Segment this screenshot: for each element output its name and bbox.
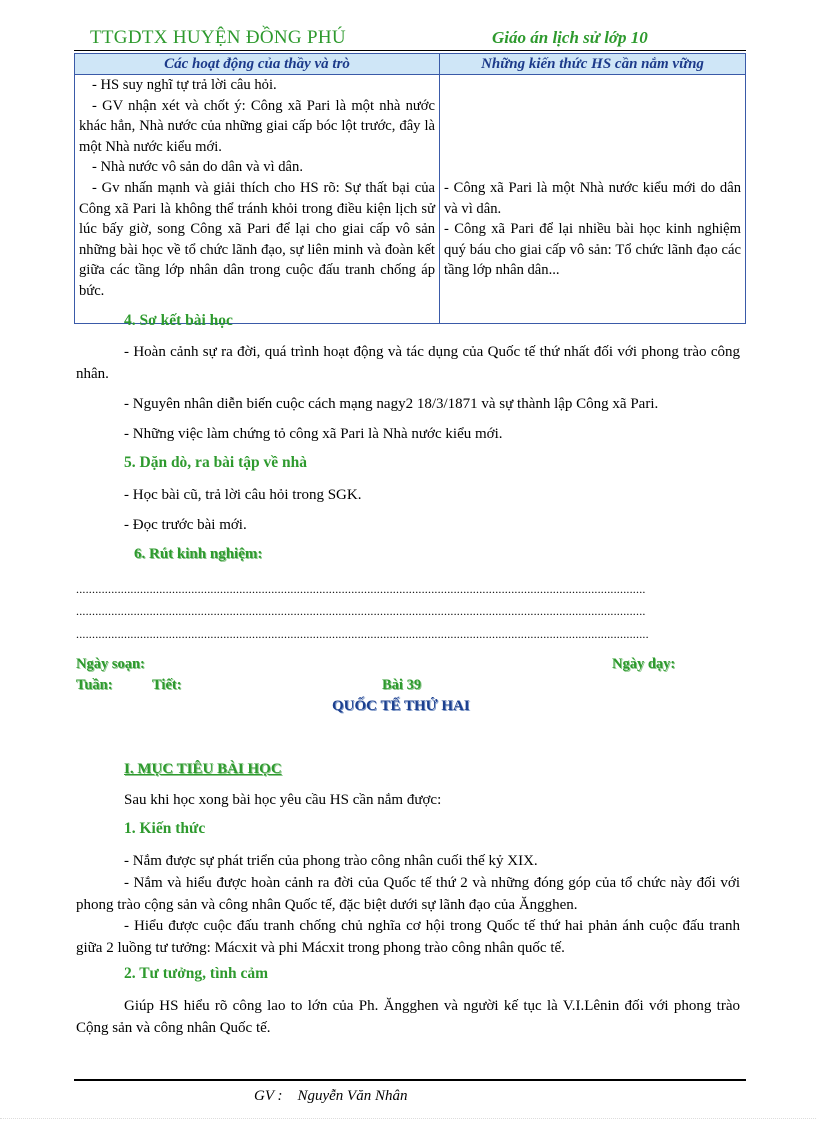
section5-title: 5. Dặn dò, ra bài tập về nhà bbox=[124, 454, 308, 471]
lesson-intro: Sau khi học xong bài học yêu cầu HS cần nắm được: bbox=[124, 792, 442, 808]
table-header-activities: Các hoạt động của thầy và trò bbox=[75, 54, 440, 75]
table-header-row bbox=[75, 54, 746, 75]
ngay-soan: Ngày soạn: bbox=[76, 656, 145, 672]
activity-table bbox=[74, 53, 746, 324]
footer bbox=[254, 1088, 407, 1105]
dot-line: .................................................................................................................................................................................. bbox=[76, 604, 646, 618]
table-header-knowledge: Những kiến thức HS cần nắm vững bbox=[440, 54, 746, 75]
kienthuc-title: 1. Kiến thức bbox=[124, 820, 206, 837]
footer-rule bbox=[74, 1079, 746, 1081]
footer-label: GV : bbox=[254, 1088, 283, 1104]
section1-title: I. MỤC TIÊU BÀI HỌC bbox=[124, 761, 282, 777]
tuan: Tuần: bbox=[76, 677, 113, 693]
tiet: Tiết: bbox=[152, 677, 182, 693]
lesson-title: QUỐC TẾ THỨ HAI bbox=[332, 698, 470, 714]
section4-item: - Hoàn cảnh sự ra đời, quá trình hoạt động và tác dụng của Quốc tế thứ nhất đối với phong trào công nhân. bbox=[76, 344, 740, 382]
kienthuc-item: - Nắm được sự phát triển của phong trào công nhân cuối thế kỷ XIX. bbox=[124, 853, 538, 869]
table-row bbox=[75, 75, 746, 324]
tutuong-title: 2. Tư tưởng, tình cảm bbox=[124, 965, 269, 982]
ngay-day: Ngày dạy: bbox=[612, 656, 676, 672]
section5-item: - Học bài cũ, trả lời câu hỏi trong SGK. bbox=[124, 487, 362, 503]
section4-item: - Nguyên nhân diễn biến cuộc cách mạng nagy2 18/3/1871 và sự thành lập Công xã Pari. bbox=[124, 396, 659, 412]
page-bottom-hairline bbox=[0, 1118, 816, 1119]
section4-item: - Những việc làm chứng tỏ công xã Pari là Nhà nước kiểu mới. bbox=[124, 426, 503, 442]
list-item: - Gv nhấn mạnh và giải thích cho HS rõ: Sự thất bại của Công xã Pari là không thể tránh khỏi trong điều kiện lịch sử lúc bấy giờ, song Công xã Pari để lại cho giai cấp vô sản những bài học về tổ chức lãnh đạo, sự liên minh và đoàn kết giữa các tầng lớp nhân dân trong cuộc đấu tranh chống áp bức. bbox=[79, 179, 435, 299]
table-cell-left bbox=[75, 75, 440, 324]
dot-line: ................................................................................................................................................................................... bbox=[76, 627, 649, 641]
dot-line: .................................................................................................................................................................................. bbox=[76, 582, 646, 596]
list-item: - Công xã Pari là một Nhà nước kiểu mới do dân và vì dân. bbox=[444, 180, 741, 217]
lesson-number: Bài 39 bbox=[382, 677, 422, 693]
kienthuc-item: - Nắm và hiểu được hoàn cảnh ra đời của Quốc tế thứ 2 và những đóng góp của tổ chức này đối với phong trào cộng sản và công nhân Quốc tế, đặc biệt dưới sự lãnh đạo của Ăngghen. bbox=[76, 875, 740, 913]
list-item: - GV nhận xét và chốt ý: Công xã Pari là một nhà nước khác hẳn, Nhà nước của những giai cấp bóc lột trước, đây là một Nhà nước kiểu mới. bbox=[79, 97, 435, 155]
footer-teacher-name: Nguyễn Văn Nhân bbox=[297, 1088, 408, 1104]
header-rule bbox=[74, 50, 746, 51]
list-item: - HS suy nghĩ tự trả lời câu hỏi. bbox=[92, 77, 277, 93]
header-left: TTGDTX HUYỆN ĐỒNG PHÚ bbox=[90, 27, 346, 48]
section6-title: 6. Rút kinh nghiệm: bbox=[134, 546, 263, 562]
tutuong-text: Giúp HS hiểu rõ công lao to lớn của Ph. Ăngghen và người kế tục là V.I.Lênin đối với phong trào Cộng sản và công nhân Quốc tế. bbox=[76, 998, 740, 1036]
section4-title: 4. Sơ kết bài học bbox=[124, 312, 233, 329]
table-cell-right bbox=[440, 75, 746, 324]
section5-item: - Đọc trước bài mới. bbox=[124, 517, 247, 533]
list-item: - Nhà nước vô sản do dân và vì dân. bbox=[92, 159, 303, 176]
list-item: - Công xã Pari để lại nhiều bài học kinh nghiệm quý báu cho giai cấp vô sản: Tổ chức lãnh đạo các tầng lớp nhân dân... bbox=[444, 221, 741, 279]
header-right: Giáo án lịch sử lớp 10 bbox=[492, 28, 648, 47]
kienthuc-item: - Hiểu được cuộc đấu tranh chống chủ nghĩa cơ hội trong Quốc tế thứ hai phản ánh cuộc đấu tranh giữa 2 luồng tư tưởng: Mácxit và phi Mácxit trong phong trào công nhân quốc tế. bbox=[76, 918, 740, 956]
